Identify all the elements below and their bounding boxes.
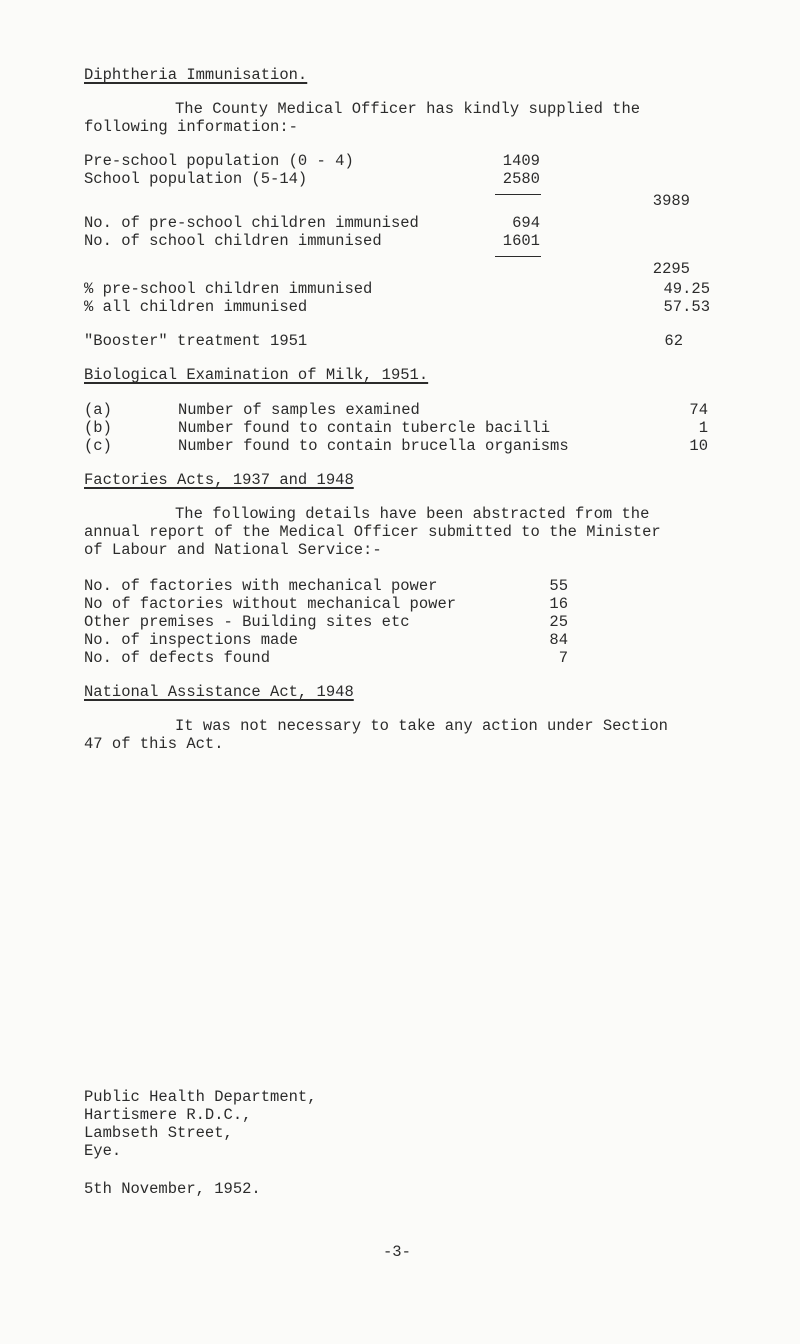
diphtheria-intro-line1: The County Medical Officer has kindly supplied the (175, 100, 641, 118)
milk-tubercle-value: 1 (698, 419, 708, 437)
milk-mark-c: (c) (84, 437, 112, 455)
school-population-value: 2580 (502, 170, 540, 188)
report-date: 5th November, 1952. (84, 1180, 261, 1198)
page-number: -3- (383, 1243, 411, 1261)
milk-brucella-label: Number found to contain brucella organisms (178, 437, 569, 455)
immunised-total: 2295 (652, 260, 690, 278)
preschool-population-label: Pre-school population (0 - 4) (84, 152, 354, 170)
population-total: 3989 (652, 192, 690, 210)
factories-defects-label: No. of defects found (84, 649, 271, 667)
factories-inspections-value: 84 (549, 631, 568, 649)
preschool-immunised-value: 694 (512, 214, 540, 232)
preschool-percent-label: % pre-school children immunised (84, 280, 373, 298)
address-line3: Lambseth Street, (84, 1124, 233, 1142)
factories-nomech-value: 16 (549, 595, 568, 613)
all-percent-label: % all children immunised (84, 298, 308, 316)
booster-label: "Booster" treatment 1951 (84, 332, 308, 350)
preschool-immunised-label: No. of pre-school children immunised (84, 214, 419, 232)
school-immunised-value: 1601 (502, 232, 540, 250)
milk-mark-a: (a) (84, 401, 112, 419)
address-line4: Eye. (84, 1142, 122, 1160)
milk-samples-label: Number of samples examined (178, 401, 420, 419)
address-line2: Hartismere R.D.C., (84, 1106, 252, 1124)
factories-nomech-label: No of factories without mechanical power (84, 595, 457, 613)
factories-defects-value: 7 (558, 649, 568, 667)
milk-brucella-value: 10 (689, 437, 708, 455)
preschool-percent-value: 49.25 (663, 280, 710, 298)
assistance-line1: It was not necessary to take any action under Section (175, 717, 668, 735)
diphtheria-intro-line2: following information:- (84, 118, 298, 136)
factories-other-value: 25 (549, 613, 568, 631)
school-immunised-label: No. of school children immunised (84, 232, 382, 250)
milk-samples-value: 74 (689, 401, 708, 419)
factories-intro-line2: annual report of the Medical Officer submitted to the Minister (84, 523, 661, 541)
preschool-population-value: 1409 (502, 152, 540, 170)
factories-intro-line3: of Labour and National Service:- (84, 541, 382, 559)
assistance-heading: National Assistance Act, 1948 (84, 683, 354, 701)
school-population-label: School population (5-14) (84, 170, 308, 188)
all-percent-value: 57.53 (663, 298, 710, 316)
factories-inspections-label: No. of inspections made (84, 631, 298, 649)
milk-mark-b: (b) (84, 419, 112, 437)
address-line1: Public Health Department, (84, 1088, 317, 1106)
milk-heading: Biological Examination of Milk, 1951. (84, 366, 429, 384)
subtotal-rule (495, 194, 541, 195)
factories-intro-line1: The following details have been abstracted from the (175, 505, 650, 523)
assistance-line2: 47 of this Act. (84, 735, 224, 753)
factories-mech-value: 55 (549, 577, 568, 595)
factories-heading: Factories Acts, 1937 and 1948 (84, 471, 354, 489)
factories-other-label: Other premises - Building sites etc (84, 613, 410, 631)
booster-value: 62 (664, 332, 683, 350)
milk-tubercle-label: Number found to contain tubercle bacilli (178, 419, 551, 437)
factories-mech-label: No. of factories with mechanical power (84, 577, 438, 595)
diphtheria-heading: Diphtheria Immunisation. (84, 66, 308, 84)
subtotal-rule (495, 256, 541, 257)
